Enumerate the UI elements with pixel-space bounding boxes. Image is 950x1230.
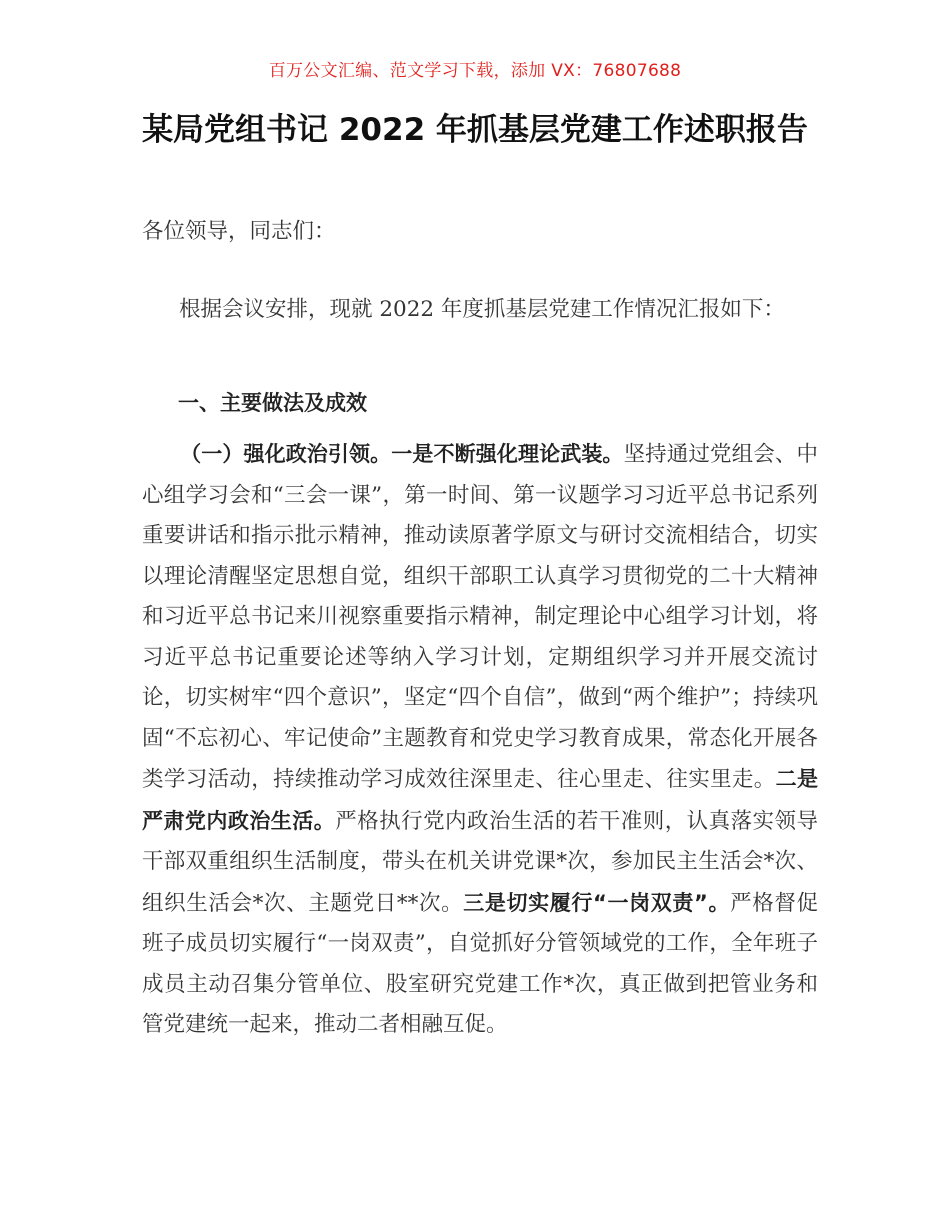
salutation: 各位领导，同志们： xyxy=(142,219,336,244)
intro-paragraph: 根据会议安排，现就 2022 年度抓基层党建工作情况汇报如下： xyxy=(179,297,785,322)
section-heading: 一、主要做法及成效 xyxy=(178,391,367,415)
paragraph-text: 严格执行党内政治生活的若干准则，认真落实领导干部双重组织生活制度，带头在机关讲党课*次，参加民主生活会*次、组织生活会*次、主题党日**次。 xyxy=(142,808,818,916)
paragraph-lead: （一）强化政治引领。一是不断强化理论武装。 xyxy=(180,442,624,466)
paragraph-text: 坚持通过党组会、中心组学习会和“三会一课”，第一时间、第一议题学习习近平总书记系列重要讲话和指示批示精神，推动读原著学原文与研讨交流相结合，切实以理论清醒坚定思想自觉，组织干部职工认真学习贯彻党的二十大精神和习近平总书记来川视察重要指示精神，制定理论中心组学习计划，将习近平总书记重要论述等纳入学习计划，定期组织学习并开展交流讨论，切实树牢“四个意识”，坚定“四个自信”，做到“两个维护”；持续巩固“不忘初心、牢记使命”主题教育和党史学习教育成果，常态化开展各类学习活动，持续推动学习成效往深里走、往心里走、往实里走。 xyxy=(142,442,818,792)
document-title: 某局党组书记 2022 年抓基层党建工作述职报告 xyxy=(142,112,808,148)
paragraph-text: 严格督促班子成员切实履行“一岗双责”，自觉抓好分管领域党的工作，全年班子成员主动召集分管单位、股室研究党建工作*次，真正做到把管业务和管党建统一起来，推动二者相融互促。 xyxy=(142,890,818,1037)
section-paragraph xyxy=(142,434,818,1046)
paragraph-point-3: 三是切实履行“一岗双责”。 xyxy=(463,890,731,915)
watermark-banner: 百万公文汇编、范文学习下载，添加 VX：76807688 xyxy=(268,61,682,81)
paragraph-point-2: 二是严肃党内政治生活。 xyxy=(142,767,818,833)
